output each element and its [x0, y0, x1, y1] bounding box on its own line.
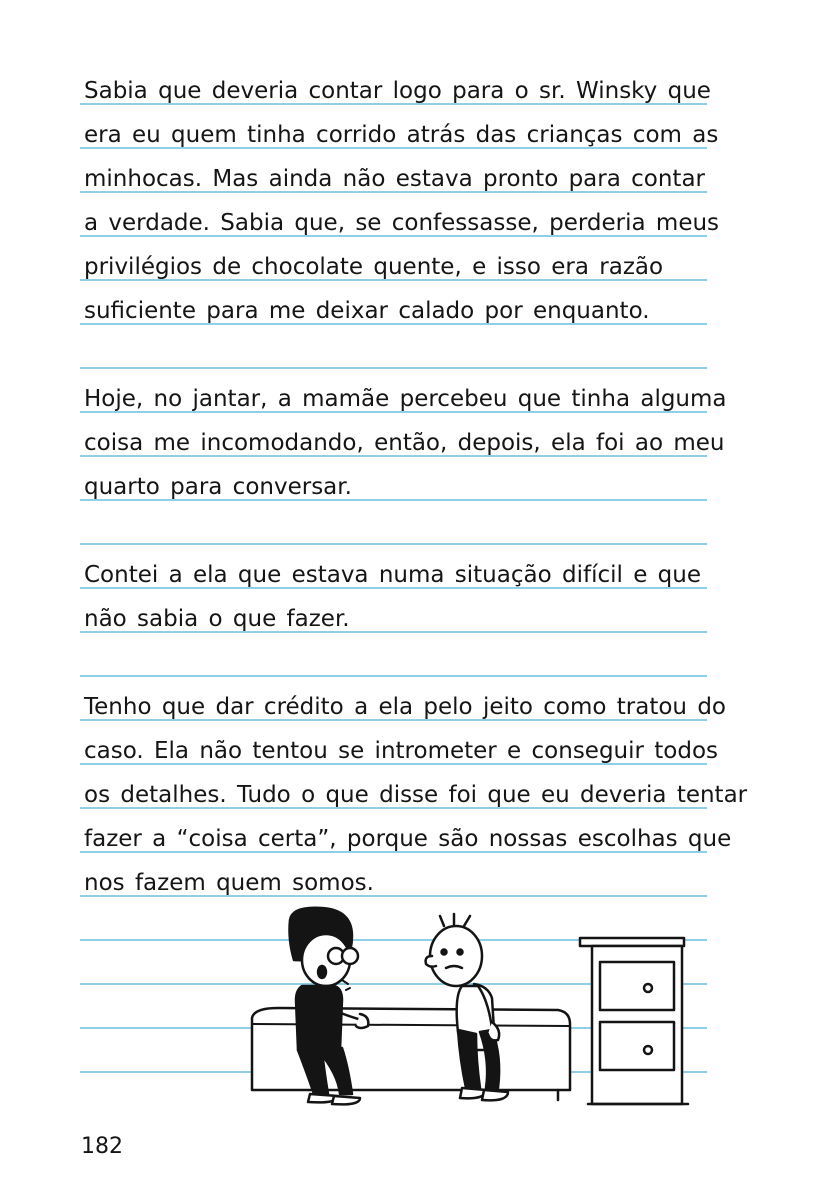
text-line: coisa me incomodando, então, depois, ela foi ao meu	[84, 430, 725, 456]
rule-line	[80, 367, 707, 369]
text-line: privilégios de chocolate quente, e isso era razão	[84, 254, 664, 280]
text-line: Contei a ela que estava numa situação difícil e que	[84, 562, 701, 588]
text-line: Tenho que dar crédito a ela pelo jeito como tratou do	[84, 694, 726, 720]
text-line: quarto para conversar.	[84, 474, 352, 500]
text-line: Sabia que deveria contar logo para o sr. Winsky que	[84, 78, 711, 104]
text-line: Hoje, no jantar, a mamãe percebeu que tinha alguma	[84, 386, 727, 412]
text-line: a verdade. Sabia que, se confessasse, perderia meus	[84, 210, 720, 236]
rule-line	[80, 543, 707, 545]
text-line: minhocas. Mas ainda não estava pronto para contar	[84, 166, 705, 192]
text-line: fazer a “coisa certa”, porque são nossas escolhas que	[84, 826, 732, 852]
page-number: 182	[81, 1134, 123, 1159]
text-line: caso. Ela não tentou se intrometer e conseguir todos	[84, 738, 719, 764]
rule-line	[80, 675, 707, 677]
text-line: nos fazem quem somos.	[84, 870, 374, 896]
text-line: não sabia o que fazer.	[84, 606, 350, 632]
dresser	[580, 938, 688, 1104]
text-line: era eu quem tinha corrido atrás das crianças com as	[84, 122, 719, 148]
illustration	[248, 900, 708, 1120]
text-line: os detalhes. Tudo o que disse foi que eu deveria tentar	[84, 782, 748, 808]
text-line: suficiente para me deixar calado por enquanto.	[84, 298, 650, 324]
